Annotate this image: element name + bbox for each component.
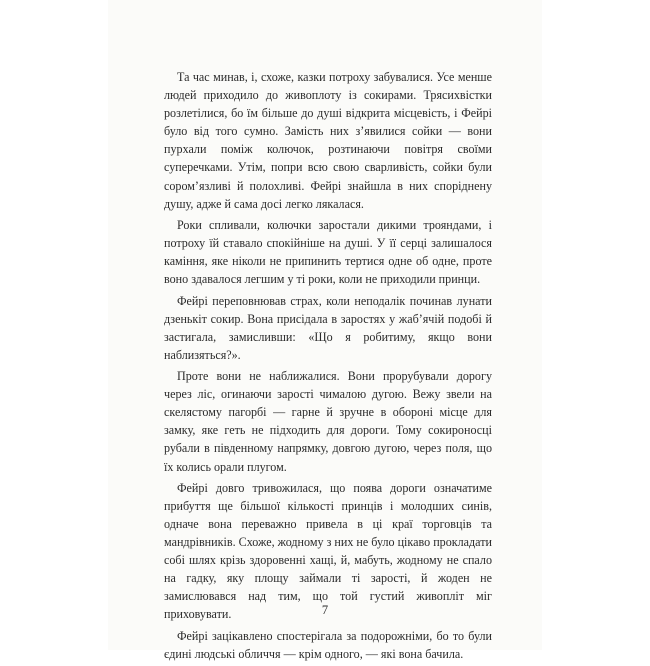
paragraph: Фейрі зацікавлено спостерігала за подорожніми, бо то були єдині людські обличчя — крім одного, — які вона бачила. xyxy=(164,628,492,661)
paragraph: Проте вони не наближалися. Вони прорубували дорогу через ліс, огинаючи зарості чималою дугою. Вежу звели на скелястому пагорбі — гарне й зручне в обороні місце для замку, яке геть не підходить для дороги. Тому сокироносці рубали в південному напрямку, довгою дугою, через поля, що їх колись орали плугом. xyxy=(164,369,492,474)
paragraph: Роки спливали, колючки заростали дикими трояндами, і потроху їй ставало спокійніше на душі. У її серці залишалося каміння, яке ніколи не припинить тертися одне об одне, проте воно здавалося легшим у ті роки, коли не приходили принци. xyxy=(164,217,492,287)
paragraph: Та час минав, і, схоже, казки потроху забувалися. Усе менше людей приходило до живоплоту із сокирами. Трясихвістки розлетілися, бо їм більше до душі відкрита місцевість, і Фейрі було від того сумно. Замість них з’явилися сойки — вони пурхали поміж колючок, розтинаючи повітря своїми суперечками. Утім, попри всю свою сварливість, сойки були сором’язливі й полохливі. Фейрі знайшла в них споріднену душу, адже й сама досі легко лякалася. xyxy=(164,70,492,211)
page-number: 7 xyxy=(321,603,329,617)
paragraph: Фейрі довго тривожилася, що поява дороги означатиме прибуття ще більшої кількості принців і молодших синів, одначе вона переважно привела в ці краї торговців та мандрівників. Схоже, жодному з них не було цікаво прокладати собі шлях крізь здоровенні хащі, й, мабуть, жодному не спало на гадку, яку площу займали ті зарості, й жоден не замислювався над тим, що той густий живопліт міг приховувати. xyxy=(164,480,492,622)
body-text xyxy=(164,68,492,666)
paragraph: Фейрі переповнював страх, коли неподалік починав лунати дзенькіт сокир. Вона присідала в заростях у жаб’ячій подобі й застигала, замисливши: «Що я робитиму, якщо вони наблизяться?». xyxy=(164,293,492,362)
